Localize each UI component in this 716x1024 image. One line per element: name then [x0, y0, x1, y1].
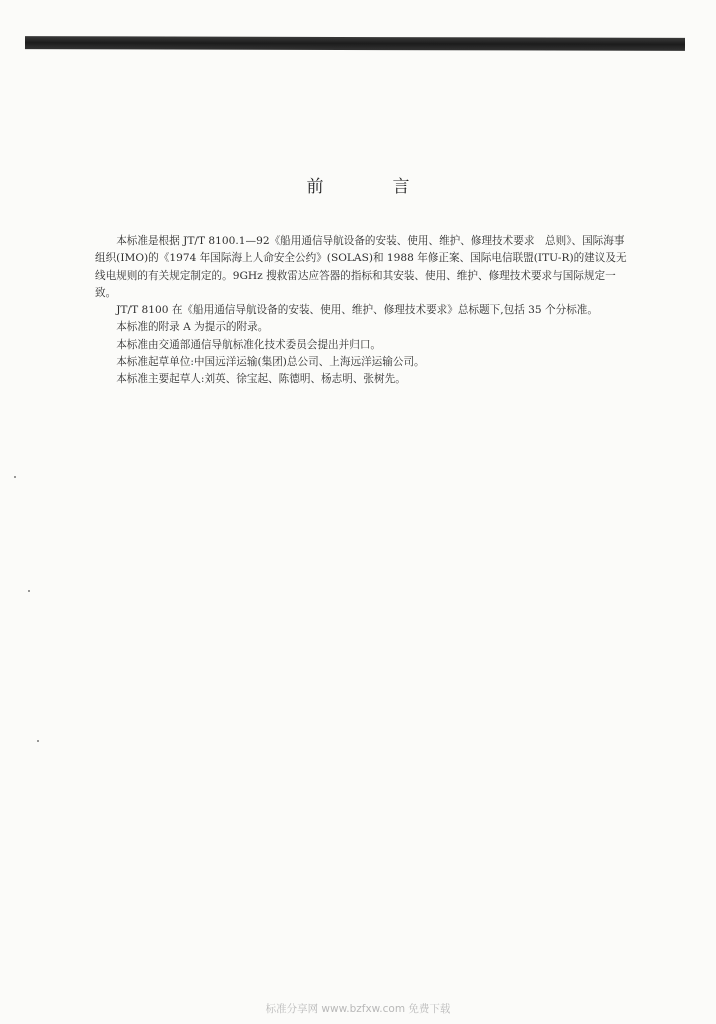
watermark-footer: 标准分享网 www.bzfxw.com 免费下载	[265, 1003, 451, 1015]
preface-body	[95, 233, 631, 389]
paragraph-series: JT/T 8100 在《船用通信导航设备的安装、使用、维护、修理技术要求》总标题下,包括 35 个分标准。	[116, 304, 598, 317]
paragraph-proposer: 本标准由交通部通信导航标准化技术委员会提出并归口。	[116, 338, 382, 351]
paragraph-basis: 本标准是根据 JT/T 8100.1—92《船用通信导航设备的安装、使用、维护、修理技术要求 总则》、国际海事组织(IMO)的《1974 年国际海上人命安全公约》(SOLAS)和 1988 年修正案、国际电信联盟(ITU-R)的建议及无线电规则的有关规定制定的。9GHz 搜救雷达应答器的指标和其安装、使用、维护、修理技术要求与国际规定一致。	[95, 235, 627, 299]
scan-speck	[37, 740, 39, 742]
scan-speck	[14, 476, 16, 478]
paragraph-appendix: 本标准的附录 A 为提示的附录。	[116, 321, 269, 334]
paragraph-drafting-units: 本标准起草单位:中国远洋运输(集团)总公司、上海远洋运输公司。	[116, 356, 425, 369]
scan-speck	[28, 590, 30, 592]
scan-edge-bar	[25, 36, 685, 51]
paragraph-drafters: 本标准主要起草人:刘英、徐宝起、陈德明、杨志明、张树先。	[116, 373, 406, 386]
page-title: 前 言	[306, 177, 436, 197]
